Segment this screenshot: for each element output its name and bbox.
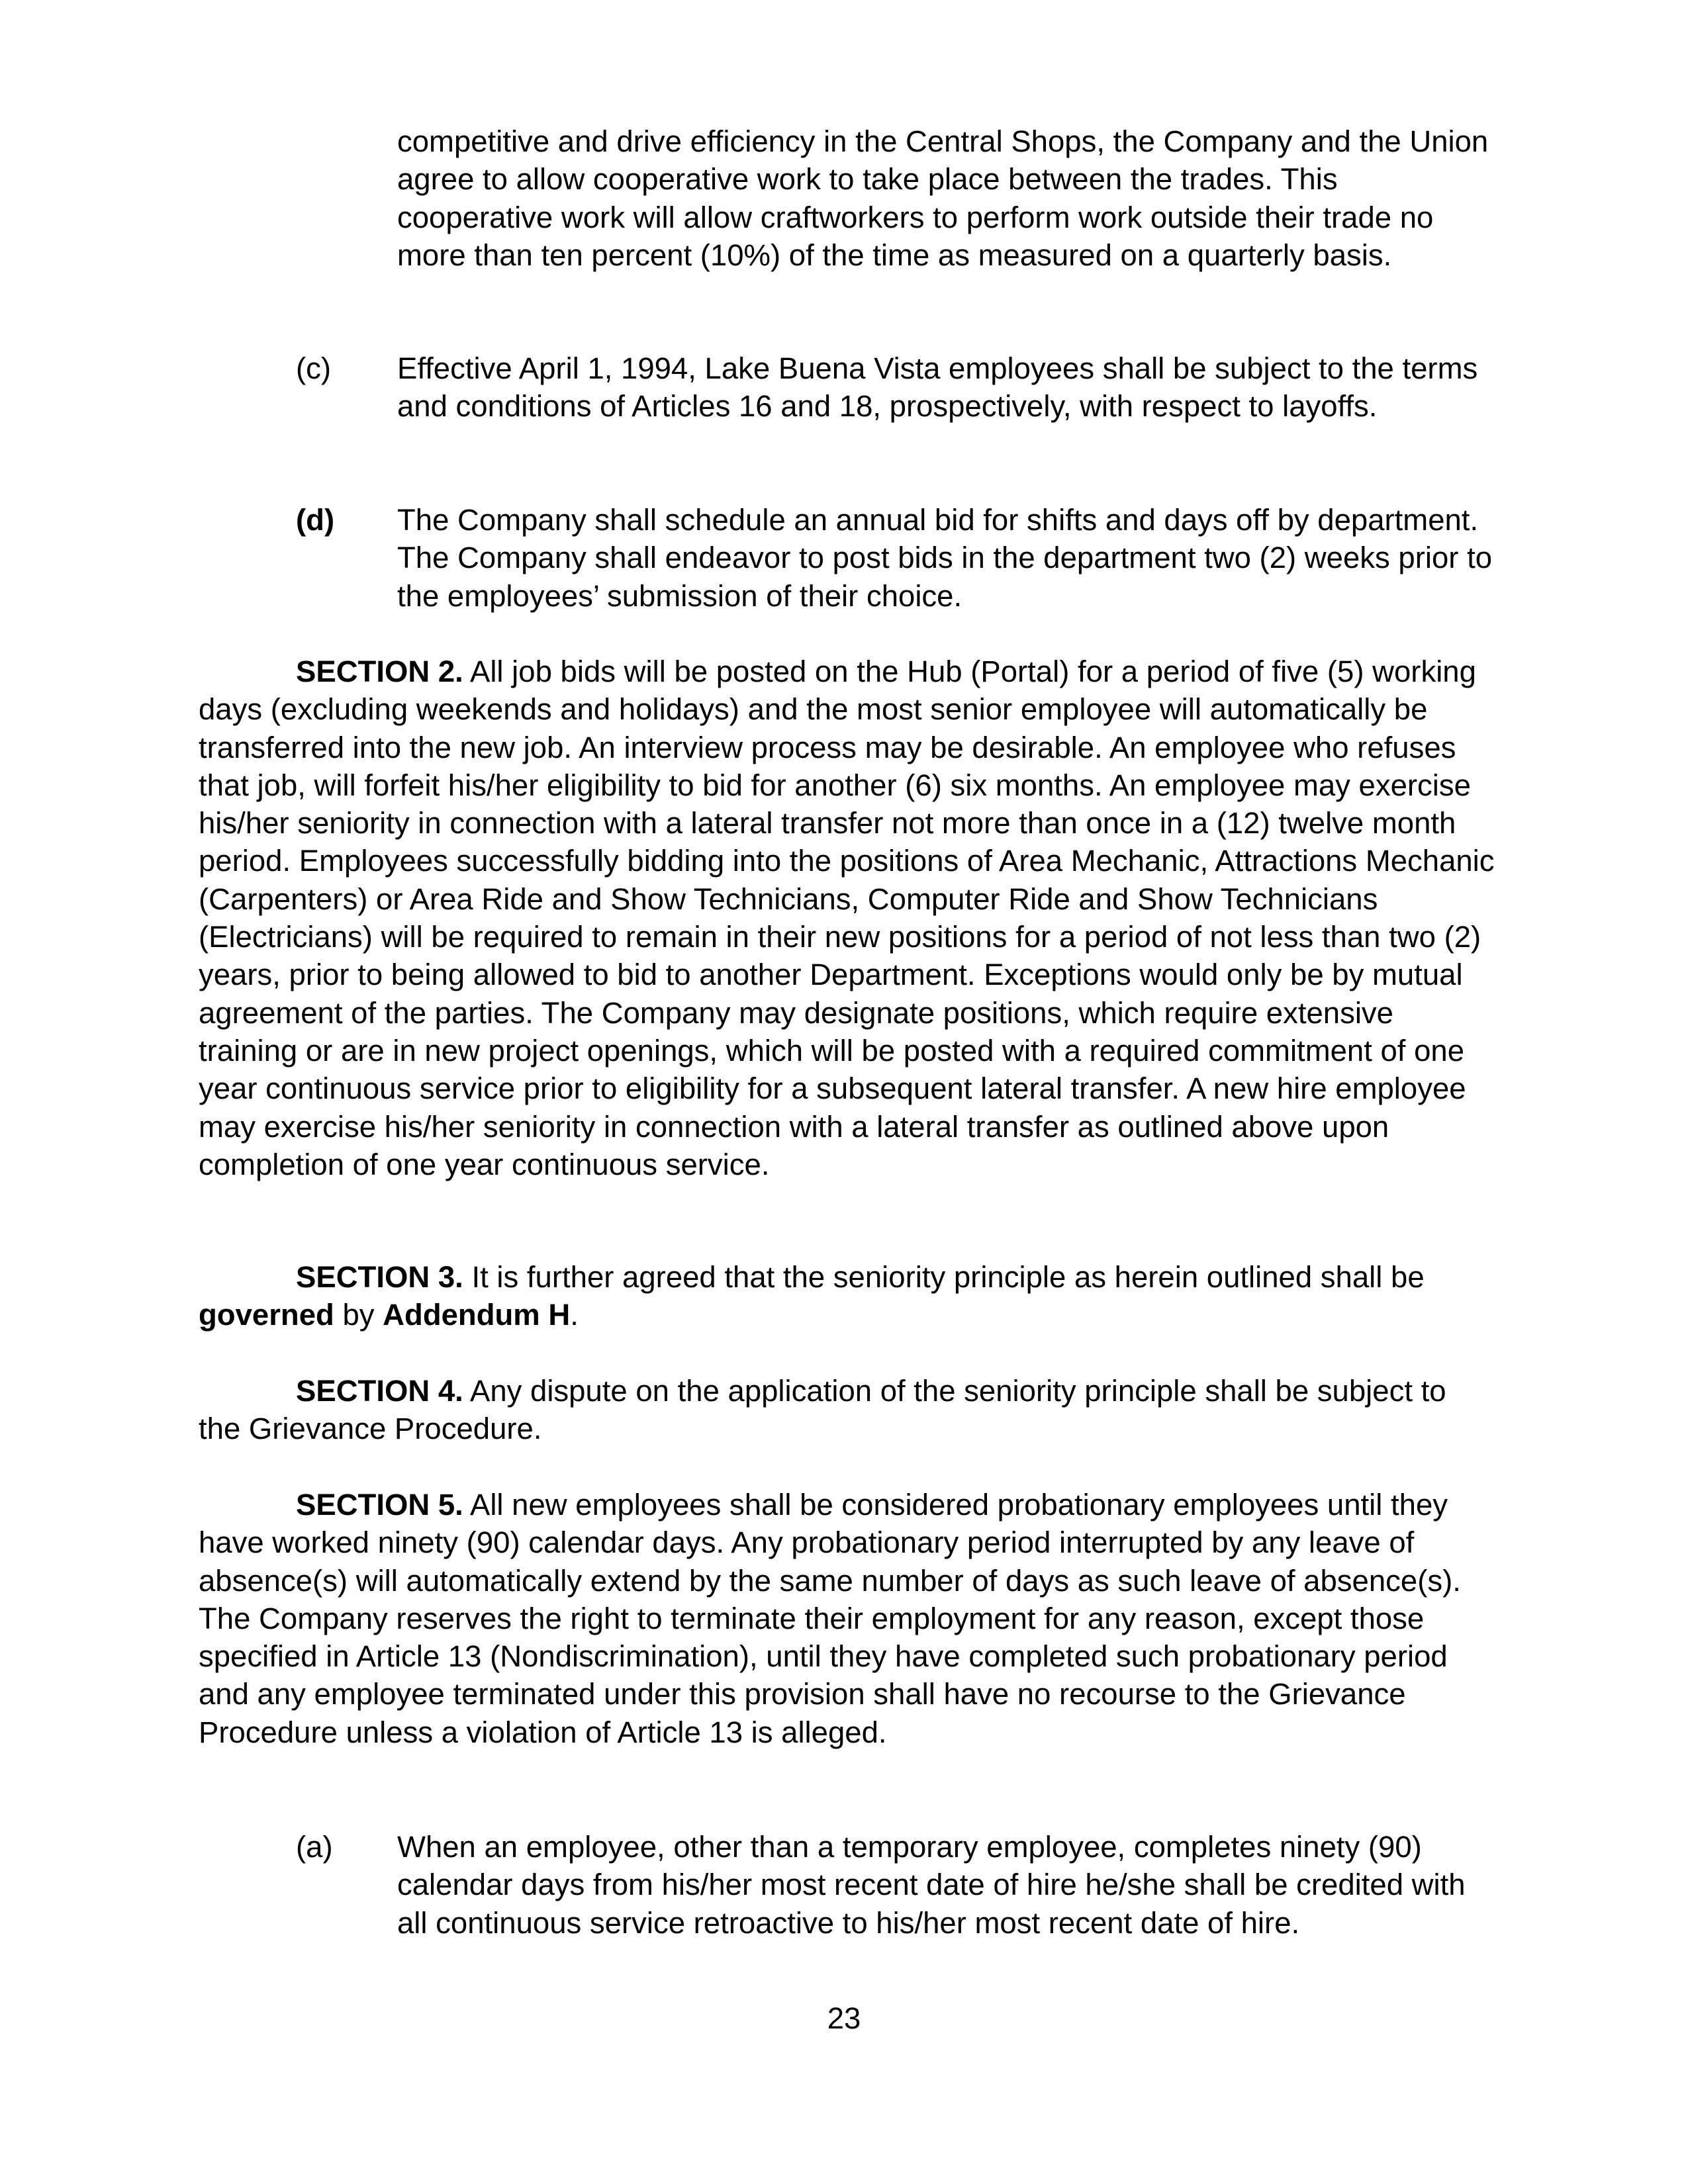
- section-heading: SECTION 5.: [296, 1488, 463, 1522]
- section-3-paragraph: [199, 1258, 1496, 1334]
- section-2-paragraph: [199, 653, 1496, 1183]
- list-item-c: [296, 349, 1496, 469]
- item-label: (d): [296, 503, 335, 537]
- item-text: The Company shall schedule an annual bid for shifts and days off by department. The Company shall endeavor to post bids in the department two (2) weeks prior to the employees’ submission of their choice.: [397, 503, 1493, 613]
- item-label: (c): [296, 351, 332, 385]
- bold-term-addendum: Addendum H: [383, 1298, 571, 1332]
- section-text: It is further agreed that the seniority principle as herein outlined shall be: [471, 1260, 1425, 1294]
- section-heading: SECTION 4.: [296, 1374, 463, 1408]
- bold-term-governed: governed: [199, 1298, 334, 1332]
- section-text: All new employees shall be considered probationary employees until they have worked ninety (90) calendar days. Any probationary period interrupted by any leave of absence(s) will automatically extend by the same number of days as such leave of absence(s). The Company reserves the right to terminate their employment for any reason, except those specified in Article 13 (Nondiscrimination), until they have completed such probationary period and any employee terminated under this provision shall have no recourse to the Grievance Procedure unless a violation of Article 13 is alleged.: [199, 1488, 1461, 1749]
- section-text: by: [342, 1298, 375, 1332]
- section-5-paragraph: [199, 1486, 1496, 1751]
- item-text: When an employee, other than a temporary employee, completes ninety (90) calendar days from his/her most recent date of hire he/she shall be credited with all continuous service retroactive to his/her most recent date of hire.: [397, 1830, 1466, 1940]
- continuation-paragraph: competitive and drive efficiency in the Central Shops, the Company and the Union agree to allow cooperative work to take place between the trades. This cooperative work will allow craftworkers to perform work outside their trade no more than ten percent (10%) of the time as measured on a quarterly basis.: [397, 124, 1489, 272]
- item-label: (a): [296, 1830, 333, 1864]
- list-item-d: [296, 501, 1496, 620]
- section-4-paragraph: [199, 1372, 1496, 1448]
- section-text: .: [570, 1298, 579, 1332]
- section-text: Any dispute on the application of the seniority principle shall be subject to the Grievance Procedure.: [199, 1374, 1446, 1446]
- list-item-a: [296, 1828, 1496, 1987]
- item-text: Effective April 1, 1994, Lake Buena Vista employees shall be subject to the terms and conditions of Articles 16 and 18, prospectively, with respect to layoffs.: [397, 351, 1478, 424]
- page-number: 23: [827, 2001, 861, 2035]
- section-heading: SECTION 3.: [296, 1260, 463, 1294]
- section-text: All job bids will be posted on the Hub (Portal) for a period of five (5) working days (excluding weekends and holidays) and the most senior employee will automatically be transferred into the new job. An interview process may be desirable. An employee who refuses that job, will forfeit his/her eligibility to bid for another (6) six months. An employee may exercise his/her seniority in connection with a lateral transfer not more than once in a (12) twelve month period. Employees successfully bidding into the positions of Area Mechanic, Attractions Mechanic (Carpenters) or Area Ride and Show Technicians, Computer Ride and Show Technicians (Electricians) will be required to remain in their new positions for a period of not less than two (2) years, prior to being allowed to bid to another Department. Exceptions would only be by mutual agreement of the parties. The Company may designate positions, which require extensive training or are in new project openings, which will be posted with a required commitment of one year continuous service prior to eligibility for a subsequent lateral transfer. A new hire employee may exercise his/her seniority in connection with a lateral transfer as outlined above upon completion of one year continuous service.: [199, 655, 1495, 1181]
- section-heading: SECTION 2.: [296, 655, 463, 688]
